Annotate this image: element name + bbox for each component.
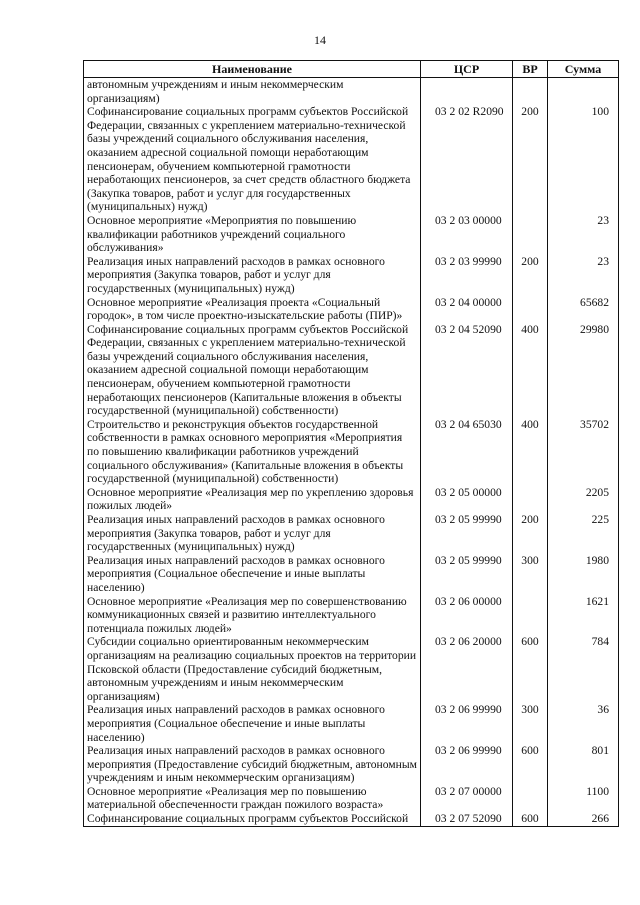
cell-sum: 23 [548,255,619,296]
cell-sum: 23 [548,214,619,255]
cell-sum: 2205 [548,486,619,513]
table-row [84,513,619,554]
table-row [84,486,619,513]
table-row [84,255,619,296]
cell-csr: 03 2 02 R2090 [421,105,513,214]
table-row [84,418,619,486]
table-row [84,296,619,323]
cell-csr: 03 2 06 99990 [421,744,513,785]
cell-name: Реализация иных направлений расходов в рамках основного мероприятия (Закупка товаров, работ и услуг для государственных (муниципальных) нужд) [84,513,421,554]
cell-csr: 03 2 05 99990 [421,554,513,595]
cell-sum: 801 [548,744,619,785]
cell-vr: 400 [513,323,548,418]
budget-table [83,60,619,827]
table-row [84,214,619,255]
cell-csr: 03 2 04 52090 [421,323,513,418]
cell-sum: 784 [548,635,619,703]
column-header-csr: ЦСР [421,61,513,78]
cell-name: Основное мероприятие «Реализация мер по повышению материальной обеспеченности граждан пожилого возраста» [84,785,421,812]
cell-sum: 65682 [548,296,619,323]
cell-vr: 200 [513,513,548,554]
cell-sum: 35702 [548,418,619,486]
cell-vr [513,595,548,636]
cell-vr: 600 [513,635,548,703]
cell-name: Субсидии социально ориентированным некоммерческим организациям на реализацию социальных проектов на территории Псковской области (Предоставление субсидий бюджетным, автономным учреждениям и иным некоммерческим организациям) [84,635,421,703]
cell-name: Софинансирование социальных программ субъектов Российской Федерации, связанных с укреплением материально-технической базы учреждений социального обслуживания населения, оказанием адресной социальной помощи неработающим пенсионерам, обучением компьютерной грамотности неработающих пенсионеров (Капитальные вложения в объекты государственной (муниципальной) собственности) [84,323,421,418]
cell-csr: 03 2 06 99990 [421,703,513,744]
cell-vr: 400 [513,418,548,486]
table-row [84,554,619,595]
cell-csr: 03 2 07 00000 [421,785,513,812]
table-row [84,78,619,106]
cell-vr [513,296,548,323]
cell-vr [513,78,548,106]
cell-name: Реализация иных направлений расходов в рамках основного мероприятия (Социальное обеспечение и иные выплаты населению) [84,554,421,595]
cell-csr: 03 2 06 20000 [421,635,513,703]
table-row [84,323,619,418]
cell-name: Софинансирование социальных программ субъектов Российской Федерации, связанных с укреплением материально-технической базы учреждений социального обслуживания населения, оказанием адресной социальной помощи неработающим пенсионерам, обучением компьютерной грамотности неработающих пенсионеров, за счет средств областного бюджета (Закупка товаров, работ и услуг для государственных (муниципальных) нужд) [84,105,421,214]
cell-sum [548,78,619,106]
cell-csr: 03 2 07 52090 [421,812,513,826]
cell-name: Строительство и реконструкция объектов государственной собственности в рамках основного мероприятия «Мероприятия по повышению квалификации работников учреждений социального обслуживания» (Капитальные вложения в объекты государственной (муниципальной) собственности) [84,418,421,486]
page-number: 14 [314,33,326,47]
cell-sum: 36 [548,703,619,744]
cell-csr: 03 2 05 99990 [421,513,513,554]
cell-name: Софинансирование социальных программ субъектов Российской [84,812,421,826]
cell-sum: 225 [548,513,619,554]
cell-name: Основное мероприятие «Реализация проекта «Социальный городок», в том числе проектно-изыскательские работы (ПИР)» [84,296,421,323]
column-header-name: Наименование [84,61,421,78]
table-row [84,105,619,214]
cell-sum: 1980 [548,554,619,595]
table-row [84,595,619,636]
cell-csr: 03 2 04 00000 [421,296,513,323]
table-body [84,78,619,827]
cell-sum: 29980 [548,323,619,418]
cell-sum: 266 [548,812,619,826]
cell-name: Основное мероприятие «Мероприятия по повышению квалификации работников учреждений социального обслуживания» [84,214,421,255]
column-header-vr: ВР [513,61,548,78]
cell-csr: 03 2 05 00000 [421,486,513,513]
table-row [84,635,619,703]
cell-csr: 03 2 03 00000 [421,214,513,255]
cell-name: Основное мероприятие «Реализация мер по совершенствованию коммуникационных связей и развитию интеллектуального потенциала пожилых людей» [84,595,421,636]
cell-csr: 03 2 03 99990 [421,255,513,296]
cell-csr: 03 2 06 00000 [421,595,513,636]
table-row [84,744,619,785]
cell-vr: 600 [513,744,548,785]
cell-name: Реализация иных направлений расходов в рамках основного мероприятия (Закупка товаров, работ и услуг для государственных (муниципальных) нужд) [84,255,421,296]
cell-vr: 300 [513,703,548,744]
table-header-row [84,61,619,78]
cell-vr: 300 [513,554,548,595]
cell-sum: 1621 [548,595,619,636]
cell-vr [513,486,548,513]
cell-csr: 03 2 04 65030 [421,418,513,486]
cell-vr: 200 [513,255,548,296]
cell-name: Реализация иных направлений расходов в рамках основного мероприятия (Предоставление субсидий бюджетным, автономным учреждениям и иным некоммерческим организациям) [84,744,421,785]
cell-vr [513,785,548,812]
cell-name: Реализация иных направлений расходов в рамках основного мероприятия (Социальное обеспечение и иные выплаты населению) [84,703,421,744]
table-row [84,703,619,744]
cell-csr [421,78,513,106]
table-row [84,812,619,826]
cell-vr: 600 [513,812,548,826]
cell-sum: 1100 [548,785,619,812]
cell-name: Основное мероприятие «Реализация мер по укреплению здоровья пожилых людей» [84,486,421,513]
cell-sum: 100 [548,105,619,214]
cell-name: автономным учреждениям и иным некоммерческим организациям) [84,78,421,106]
column-header-sum: Сумма [548,61,619,78]
table-row [84,785,619,812]
cell-vr: 200 [513,105,548,214]
cell-vr [513,214,548,255]
